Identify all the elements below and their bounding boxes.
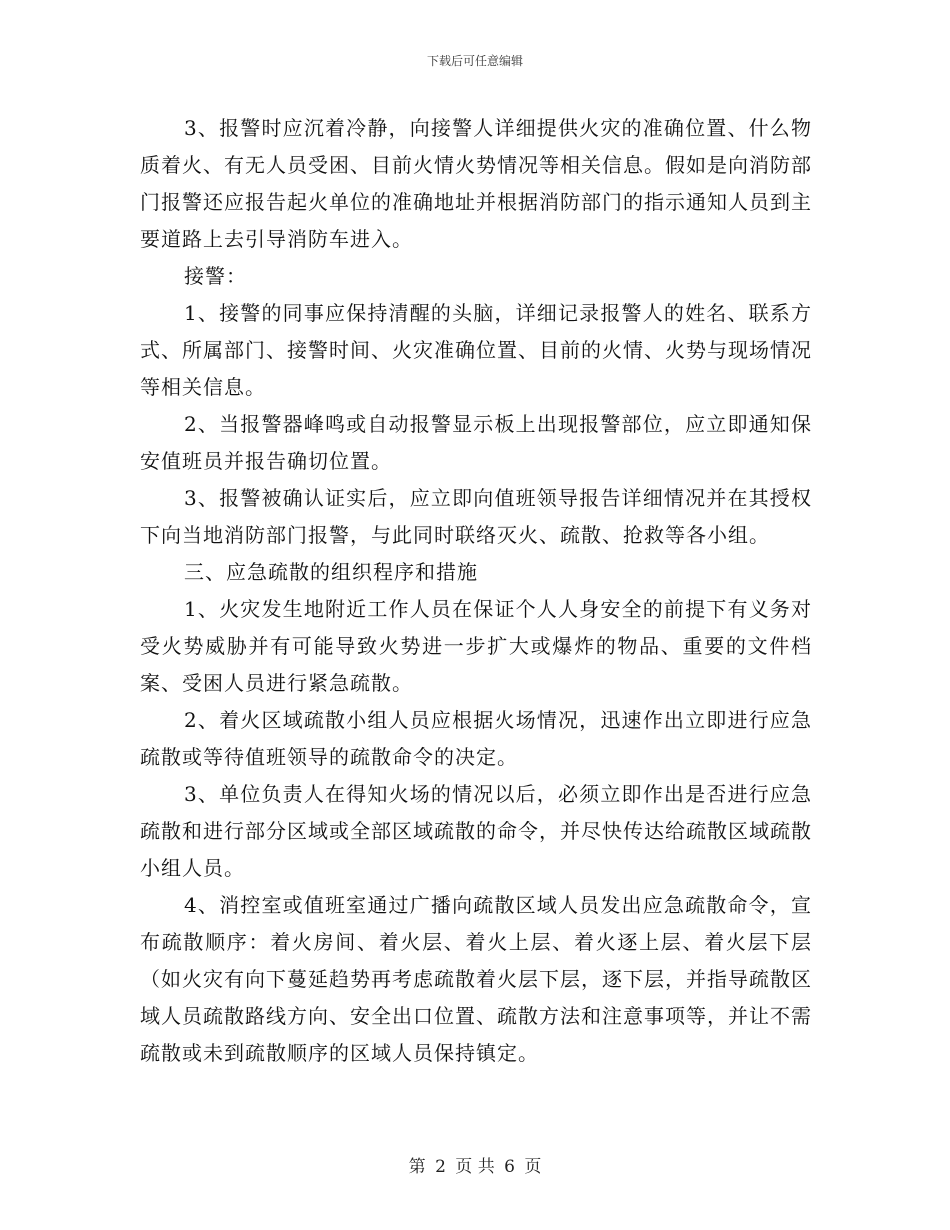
section-heading: 三、应急疏散的组织程序和措施	[184, 560, 478, 584]
paragraph-2: 接警：	[184, 264, 247, 288]
page-header: 下载后可任意编辑	[426, 54, 523, 68]
footer-suffix: 页	[524, 1157, 542, 1177]
paragraph-5: 3、报警被确认证实后，应立即向值班领导报告详细情况并在其授权下向当地消防部门报警，与此同时联络灭火、疏散、抢救等各小组。	[140, 486, 812, 547]
paragraph-10: 4、消控室或值班室通过广播向疏散区域人员发出应急疏散命令，宣布疏散顺序：着火房间、着火层、着火上层、着火逐上层、着火层下层（如火灾有向下蔓延趋势再考虑疏散着火层下层，逐下层，并指导疏散区域人员疏散路线方向、安全出口位置、疏散方法和注意事项等，并让不需疏散或未到疏散顺序的区域人员保持镇定。	[140, 893, 812, 1065]
footer-middle: 页 共	[455, 1157, 495, 1177]
paragraph-1: 3、报警时应沉着冷静，向接警人详细提供火灾的准确位置、什么物质着火、有无人员受困、目前火情火势情况等相关信息。假如是向消防部门报警还应报告起火单位的准确地址并根据消防部门的指示通知人员到主要道路上去引导消防车进入。	[140, 116, 812, 251]
paragraph-4: 2、当报警器峰鸣或自动报警显示板上出现报警部位，应立即通知保安值班员并报告确切位置。	[140, 412, 812, 473]
paragraph-3: 1、接警的同事应保持清醒的头脑，详细记录报警人的姓名、联系方式、所属部门、接警时间、火灾准确位置、目前的火情、火势与现场情况等相关信息。	[140, 301, 812, 399]
paragraph-9: 3、单位负责人在得知火场的情况以后，必须立即作出是否进行应急疏散和进行部分区域或全部区域疏散的命令，并尽快传达给疏散区域疏散小组人员。	[140, 782, 812, 880]
total-page-count: 6	[504, 1157, 515, 1177]
footer-prefix: 第	[408, 1157, 426, 1177]
page-footer	[0, 1152, 950, 1177]
document-body	[140, 110, 812, 1072]
paragraph-7: 1、火灾发生地附近工作人员在保证个人人身安全的前提下有义务对受火势威胁并有可能导致火势进一步扩大或爆炸的物品、重要的文件档案、受困人员进行紧急疏散。	[140, 597, 812, 695]
current-page-number: 2	[435, 1157, 446, 1177]
paragraph-8: 2、着火区域疏散小组人员应根据火场情况，迅速作出立即进行应急疏散或等待值班领导的疏散命令的决定。	[140, 708, 812, 769]
